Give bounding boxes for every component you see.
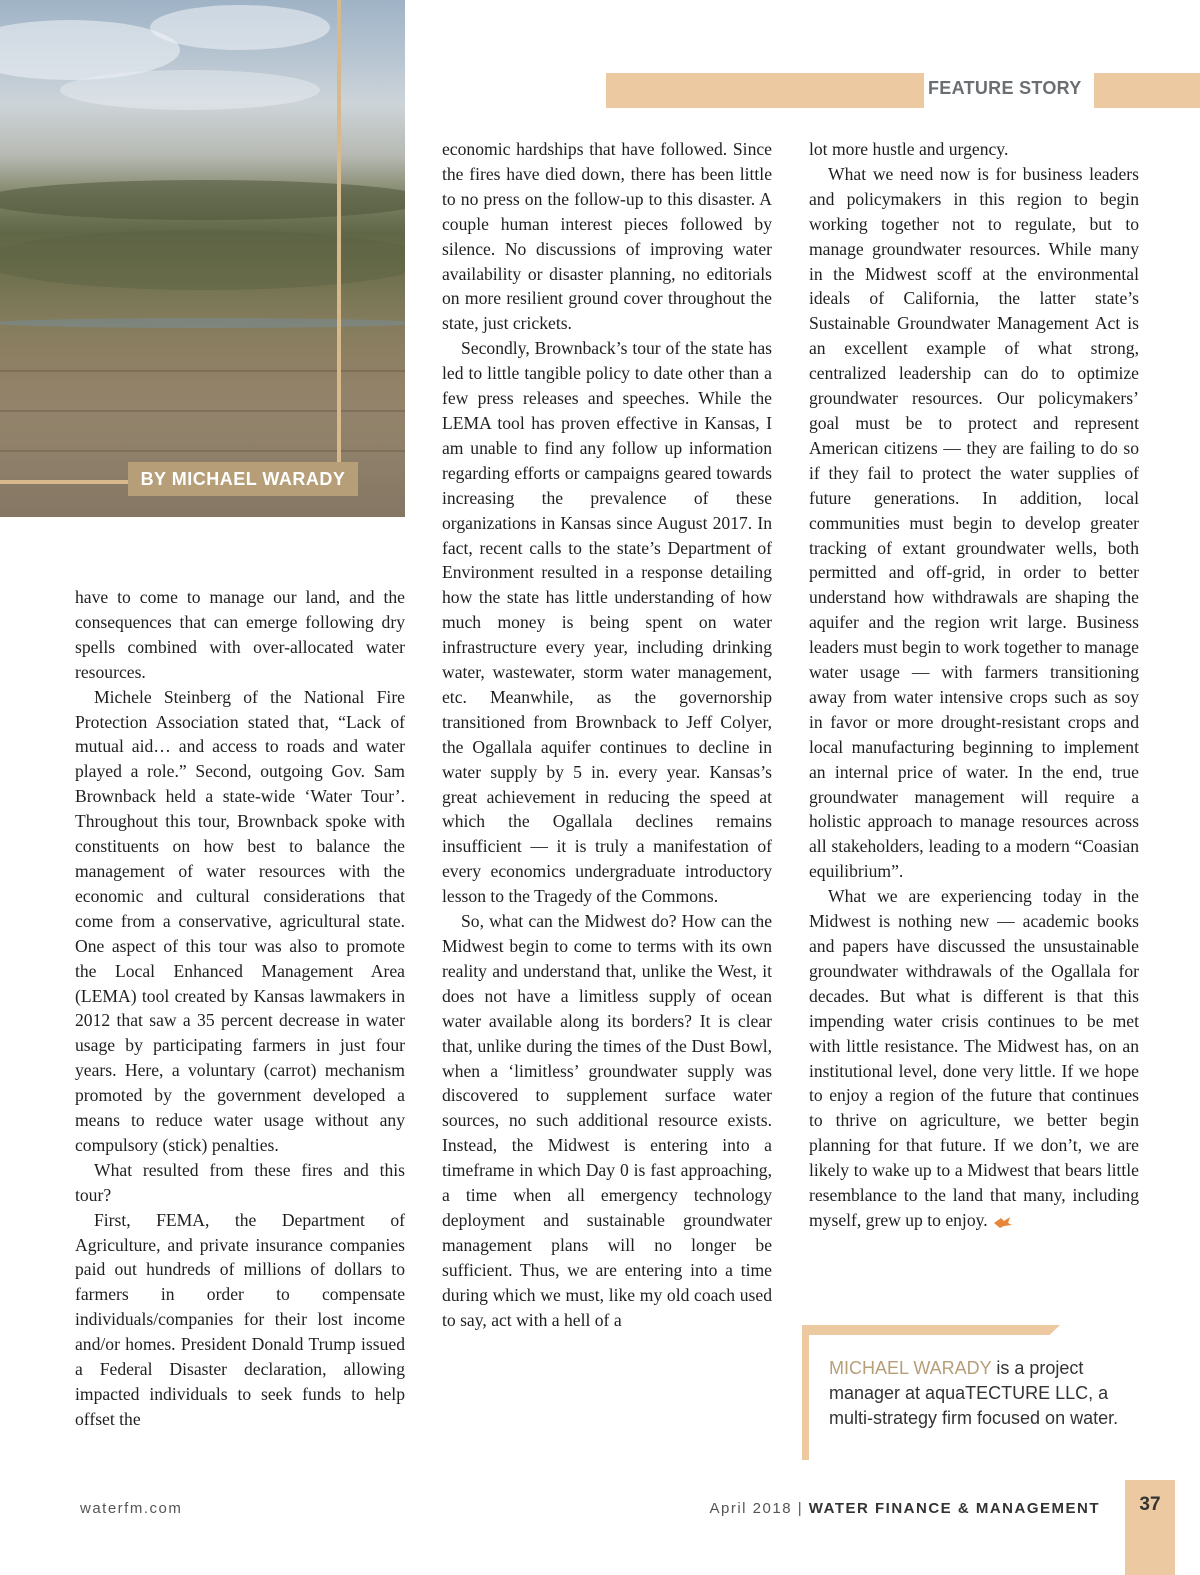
paragraph: First, FEMA, the Department of Agriculture, and private insurance companies paid out hundreds of millions of dollars to farmers in order to compensate individuals/companies for their lost income and/or homes. President Donald Trump issued a Federal Disaster declaration, allowing impacted individuals to seek funds to help offset the [75,1209,405,1429]
paragraph: Michele Steinberg of the National Fire Protection Association stated that, “Lack of mutual aid… and access to roads and water played a role.” Second, outgoing Gov. Sam Brownback held a state-wide ‘Water Tour’. Throughout this tour, Brownback spoke with constituents on how best to balance the management of water resources with the economic and cultural considerations that come from a conservative, agricultural state. One aspect of this tour was also to promote the Local Enhanced Management Area (LEMA) tool created by Kansas lawmakers in 2012 that saw a 35 percent decrease in water usage by participating farmers in just four years. Here, a voluntary (carrot) mechanism promoted by the government developed a means to reduce water usage without any compulsory (stick) penalties. [75,686,405,1155]
paragraph: lot more hustle and urgency. [809,139,1009,159]
author-name: MICHAEL WARADY [829,1358,992,1378]
paragraph: economic hardships that have followed. Since the fires have died down, there has been little to no press on the follow-up to this disaster. A couple human interest pieces followed by silence. No discussions of improving water availability or disaster planning, no editorials on more resilient ground cover throughout the state, just crickets. [442,139,772,334]
paragraph: So, what can the Midwest do? How can the Midwest begin to come to terms with its own reality and understand that, unlike the West, it does not have a limitless supply of ocean water available along its borders? It is clear that, unlike during the times of the Dust Bowl, when a ‘limitless’ groundwater supply was discovered to supplement surface water sources, no such additional resource exists. Instead, the Midwest is entering into a timeframe in which Day 0 is fast approaching, a time when all emergency technology deployment and sustainable groundwater management plans will no longer be sufficient. Thus, we are entering into a time during which we must, like my old coach used to say, act with a hell of a [442,911,772,1330]
footer-issue-date: April 2018 [709,1500,793,1517]
frame-vertical-line [337,0,341,482]
paragraph: What we need now is for business leaders and policymakers in this region to begin working together not to regulate, but to manage groundwater resources. While many in the Midwest scoff at the environmental ideals of California, the latter state’s Sustainable Groundwater Management Act is an excellent example of what strong, centralized leadership can do to optimize groundwater resources. Our policymakers’ goal must be to protect and represent American citizens — they are failing to do so if they fail to protect the water supplies of future generations. In addition, local communities must begin to develop greater tracking of extant groundwater wells, both permitted and off-grid, in order to better understand how withdrawals are shaping the aquifer and the region writ large. Business leaders must begin to work together to manage water usage — with farmers transitioning away from water intensive crops such as soy in favor or more drought-resistant crops and local manufacturing beginning to implement an internal price of water. In the end, true groundwater management will require a holistic approach to manage resources across all stakeholders, leading to a modern “Coasian equilibrium”. [809,163,1139,882]
bio-accent-horizontal [802,1325,1060,1335]
bio-accent-vertical [802,1325,809,1460]
section-label: FEATURE STORY [928,78,1082,98]
end-mark-icon [992,1215,1014,1229]
footer-website: waterfm.com [80,1500,183,1517]
footer-separator: | [792,1500,809,1517]
author-bio [829,1356,1129,1431]
article-column-1 [75,585,405,1432]
author-bio-text: is a project manager at aquaTECTURE LLC, a multi-strategy firm focused on water. [829,1358,1119,1428]
paragraph-text: What we are experiencing today in the Midwest is nothing new — academic books and papers have discussed the unsustainable groundwater withdrawals of the Ogallala for decades. But what is different is that this impending water crisis continues to be met with little resistance. The Midwest has, on an institutional level, done very little. If we hope to enjoy a region of the future that continues to thrive on agriculture, we better begin planning for that future. If we don’t, we are likely to wake up to a Midwest that bears little resemblance to the land that many, including myself, grew up to enjoy. [809,886,1139,1230]
paragraph: What resulted from these fires and this tour? [75,1159,405,1205]
header-band-left [606,73,924,108]
article-column-2 [442,137,772,1333]
footer-magazine-name: WATER FINANCE & MANAGEMENT [808,1500,1100,1517]
article-column-3 [809,137,1139,1233]
page-number: 37 [1139,1494,1161,1515]
paragraph: have to come to manage our land, and the consequences that can emerge following dry spells combined with over-allocated water resources. [75,587,405,682]
landscape-photo [0,0,405,517]
paragraph: Secondly, Brownback’s tour of the state has led to little tangible policy to date other than a few press releases and speeches. While the LEMA tool has proven effective in Kansas, I am unable to find any follow up information regarding efforts or campaigns geared towards increasing the prevalence of these organizations in Kansas since August 2017. In fact, recent calls to the state’s Department of Environment resulted in a response detailing how the state has little understanding of how much money is being spent on water infrastructure every year, including drinking water, wastewater, storm water management, etc. Meanwhile, as the governorship transitioned from Brownback to Jeff Colyer, the Ogallala aquifer continues to decline in water supply by 5 in. every year. Kansas’s great achievement in reducing the speed at which the Ogallala declines remains insufficient — it is truly a manifestation of every economics undergraduate introductory lesson to the Tragedy of the Commons. [442,338,772,907]
author-byline: BY MICHAEL WARADY [128,462,358,496]
header-band-right [1094,73,1200,108]
paragraph [809,884,1139,1233]
footer-issue-info [710,1500,1101,1517]
